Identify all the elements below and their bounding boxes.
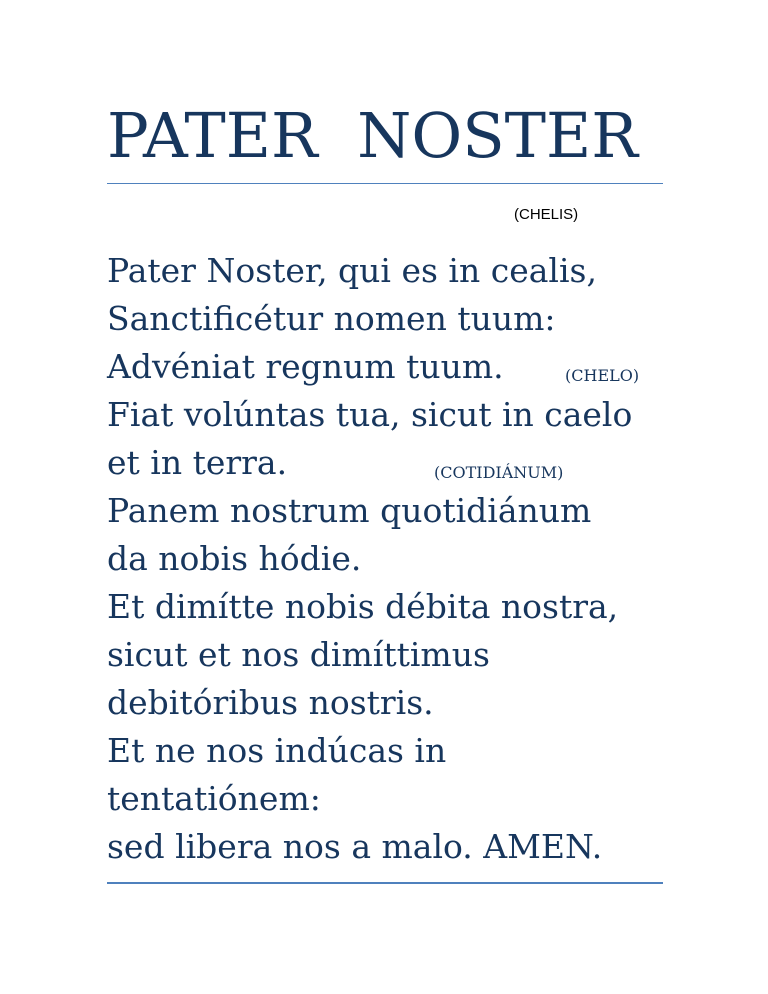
page-title: PATER NOSTER	[107, 99, 638, 172]
prayer-line: Advéniat regnum tuum.	[107, 347, 504, 386]
prayer-line: tentatiónem:	[107, 779, 321, 818]
prayer-line: et in terra.	[107, 443, 288, 482]
title-divider	[107, 183, 663, 184]
prayer-line: Sanctificétur nomen tuum:	[107, 299, 556, 338]
annotation-cotidianum: (COTIDIÁNUM)	[434, 463, 564, 482]
prayer-line: sicut et nos dimíttimus	[107, 635, 490, 674]
subtitle: (CHELIS)	[514, 206, 579, 223]
prayer-line: debitóribus nostris.	[107, 683, 434, 722]
bottom-divider	[107, 882, 663, 884]
prayer-line: Fiat volúntas tua, sicut in caelo	[107, 395, 633, 434]
prayer-line: Et ne nos indúcas in	[107, 731, 447, 770]
prayer-line: Et dimítte nobis débita nostra,	[107, 587, 619, 626]
prayer-line: Panem nostrum quotidiánum	[107, 491, 592, 530]
prayer-line: da nobis hódie.	[107, 539, 362, 578]
prayer-line: Pater Noster, qui es in cealis,	[107, 251, 597, 290]
prayer-text	[107, 247, 687, 871]
annotation-chelo: (CHELO)	[565, 366, 640, 385]
prayer-line: sed libera nos a malo. AMEN.	[107, 827, 603, 866]
